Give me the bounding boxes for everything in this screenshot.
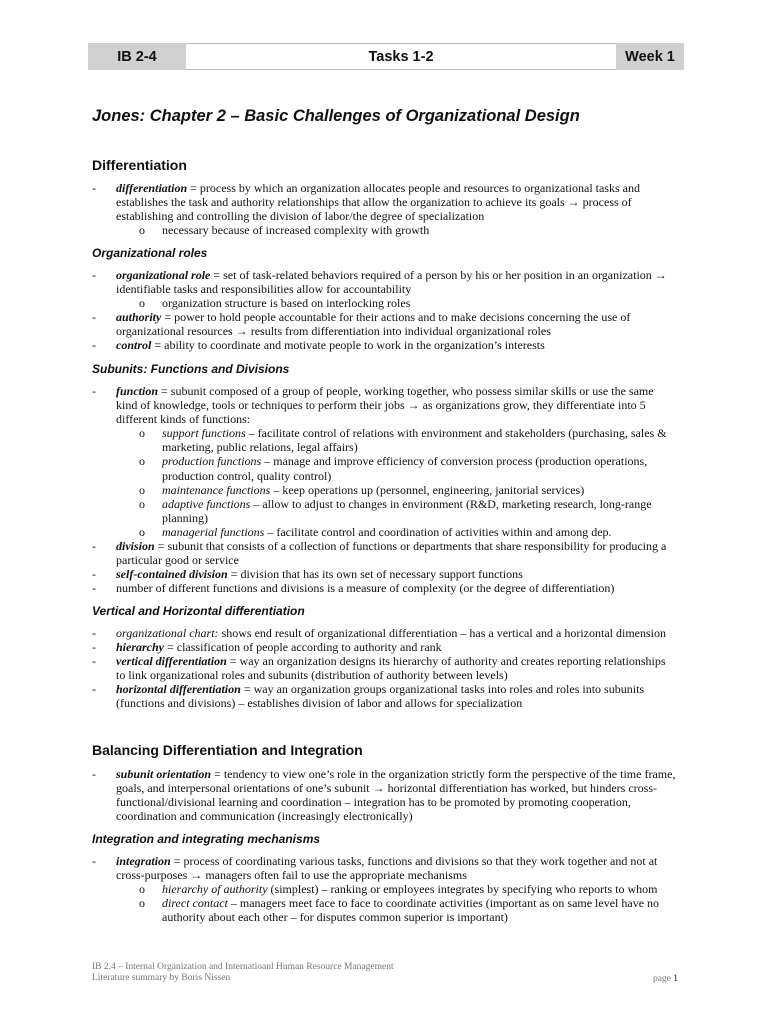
page-title: Jones: Chapter 2 – Basic Challenges of Organizational Design (92, 107, 580, 125)
list-item: - integration = process of coordinating various tasks, functions and divisions so that they work together and not at cross-purposes → managers often fail to use the appropriate mechanisms (92, 854, 676, 882)
vert-horiz-block (92, 626, 676, 711)
roles-block (92, 268, 676, 353)
sub-item: o managerial functions – facilitate control and coordination of activities within and among dep. (92, 525, 676, 539)
list-item: - division = subunit that consists of a collection of functions or departments that share responsibility for producing a particular good or service (92, 539, 676, 567)
integration-block (92, 854, 676, 924)
list-item: - subunit orientation = tendency to view one’s role in the organization strictly form the perspective of the time frame, goals, and interpersonal orientations of one’s subunit → horizontal differentiation has worked, but hinders cross-functional/divisional learning and coordination – integration has to be promoted by promoting cooperation, coordination and communication (increasingly electronically) (92, 767, 676, 823)
list-item: - authority = power to hold people accountable for their actions and to make decisions concerning the use of organizational resources → results from differentiation into individual organizational roles (92, 310, 676, 338)
sub-item: o direct contact – managers meet face to face to coordinate activities (important as on same level have no authority about each other – for disputes common superior is important) (92, 896, 676, 924)
sub-item: o necessary because of increased complexity with growth (92, 223, 676, 237)
heading-organizational-roles: Organizational roles (92, 246, 208, 260)
list-item: - number of different functions and divisions is a measure of complexity (or the degree of differentiation) (92, 581, 676, 595)
list-item: - organizational chart: shows end result of organizational differentiation – has a vertical and a horizontal dimension (92, 626, 676, 640)
heading-balancing: Balancing Differentiation and Integration (92, 742, 363, 758)
list-item: - vertical differentiation = way an organization designs its hierarchy of authority and creates reporting relationships to link organizational roles and subunits (distribution of authority between levels) (92, 654, 676, 682)
subunits-block (92, 384, 676, 595)
sub-item: o maintenance functions – keep operations up (personnel, engineering, janitorial services) (92, 483, 676, 497)
balancing-block (92, 767, 676, 823)
heading-vertical-horizontal: Vertical and Horizontal differentiation (92, 604, 305, 618)
course-code: IB 2-4 (88, 43, 186, 70)
sub-item: o hierarchy of authority (simplest) – ranking or employees integrates by specifying who reports to whom (92, 882, 676, 896)
list-item: - control = ability to coordinate and motivate people to work in the organization’s interests (92, 338, 676, 352)
heading-integration: Integration and integrating mechanisms (92, 832, 321, 846)
heading-differentiation: Differentiation (92, 157, 187, 173)
page-number: page 1 (652, 974, 678, 984)
sub-item: o support functions – facilitate control of relations with environment and stakeholders (purchasing, sales & marketing, public relations, legal affairs) (92, 426, 676, 454)
footer-author-line: Literature summary by Boris Nissen (92, 973, 231, 983)
list-item: - organizational role = set of task-related behaviors required of a person by his or her position in an organization → identifiable tasks and responsibilities allow for accountability (92, 268, 676, 296)
week-label: Week 1 (616, 43, 684, 70)
list-item: - differentiation = process by which an organization allocates people and resources to organizational tasks and establishes the task and authority relationships that allow the organization to achieve its goals → process of establishing and controlling the division of labor/the degree of specialization (92, 181, 676, 223)
sub-item: o organization structure is based on interlocking roles (92, 296, 676, 310)
list-item: - function = subunit composed of a group of people, working together, who possess similar skills or use the same kind of knowledge, tools or techniques to perform their jobs → as organizations grow, they differentiate into 5 different kinds of functions: (92, 384, 676, 426)
sub-item: o production functions – manage and improve efficiency of conversion process (production operations, production control, quality control) (92, 454, 676, 482)
list-item: - horizontal differentiation = way an organization groups organizational tasks into roles and roles into subunits (functions and divisions) – establishes division of labor and allows for specialization (92, 682, 676, 710)
footer (92, 962, 394, 984)
list-item: - hierarchy = classification of people according to authority and rank (92, 640, 676, 654)
header-bar (88, 43, 684, 70)
sub-item: o adaptive functions – allow to adjust to changes in environment (R&D, marketing research, long-range planning) (92, 497, 676, 525)
footer-course-line: IB 2.4 – Internal Organization and Internatioanl Human Resource Management (92, 962, 394, 972)
tasks-label: Tasks 1-2 (186, 43, 616, 70)
heading-subunits: Subunits: Functions and Divisions (92, 362, 290, 376)
differentiation-block (92, 181, 676, 237)
list-item: - self-contained division = division that has its own set of necessary support functions (92, 567, 676, 581)
